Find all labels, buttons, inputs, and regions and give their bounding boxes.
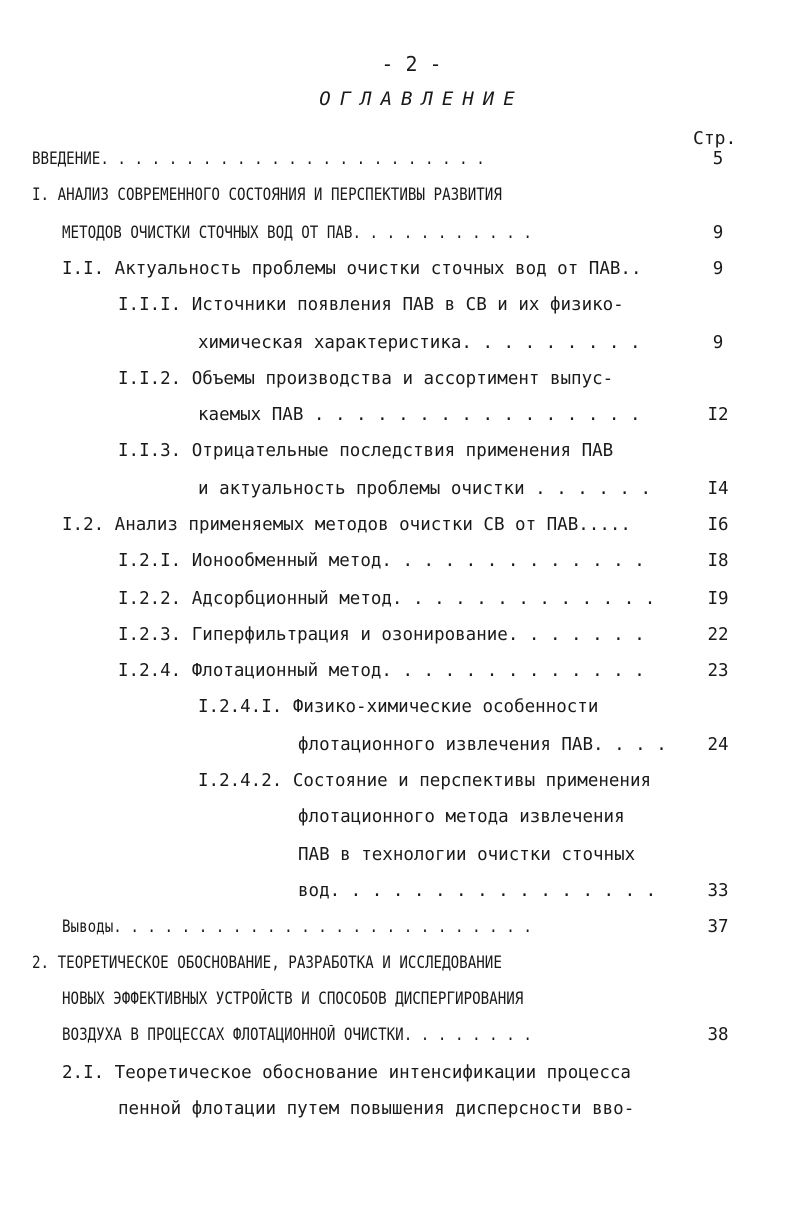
toc-entry	[0, 330, 797, 356]
toc-entry-text: Выводы. . . . . . . . . . . . . . . . . . . . . . . . .	[62, 917, 532, 936]
toc-entry-text: I.2.4. Флотационный метод. . . . . . . . . . . . .	[118, 661, 645, 681]
toc-entry-page: 38	[707, 1025, 729, 1045]
toc-entry	[0, 768, 797, 794]
toc-entry-page: I4	[707, 479, 729, 499]
toc-entry	[0, 842, 797, 868]
toc-entry-page: 24	[707, 735, 729, 755]
toc-entry	[0, 986, 797, 1012]
toc-entry-page: 23	[707, 661, 729, 681]
toc-entry-text: I.I. Актуальность проблемы очистки сточных вод от ПАВ..	[62, 259, 642, 279]
toc-entry	[0, 914, 797, 940]
toc-entry	[0, 586, 797, 612]
toc-entry-page: 9	[712, 259, 724, 279]
toc-entry	[0, 438, 797, 464]
toc-entry-text: пенной флотации путем повышения дисперсности вво-	[118, 1099, 635, 1119]
toc-entry	[0, 694, 797, 720]
toc-entry	[0, 658, 797, 684]
toc-entry-text: вод. . . . . . . . . . . . . . . .	[298, 881, 657, 901]
toc-entry-page: 37	[707, 917, 729, 937]
toc-entry-text: флотационного извлечения ПАВ. . . .	[298, 735, 667, 755]
page-title: ОГЛАВЛЕНИЕ	[319, 88, 524, 110]
toc-entry-text: флотационного метода извлечения	[298, 807, 625, 827]
toc-entry-page: 33	[707, 881, 729, 901]
toc-entry-text: I.2.4.2. Состояние и перспективы применения	[198, 771, 652, 791]
toc-entry	[0, 512, 797, 538]
toc-entry-text: химическая характеристика. . . . . . . . .	[198, 333, 641, 353]
toc-entry-page: I2	[707, 405, 729, 425]
toc-entry	[0, 476, 797, 502]
toc-entry-text: I.2.4.I. Физико-химические особенности	[198, 697, 599, 717]
toc-entry	[0, 548, 797, 574]
toc-entry-text: I. АНАЛИЗ СОВРЕМЕННОГО СОСТОЯНИЯ И ПЕРСПЕКТИВЫ РАЗВИТИЯ	[32, 185, 502, 204]
toc-entry	[0, 182, 797, 208]
toc-entry-page: 9	[712, 333, 724, 353]
toc-entry-text: I.I.3. Отрицательные последствия применения ПАВ	[118, 441, 614, 461]
toc-entry	[0, 732, 797, 758]
toc-entry-text: I.I.2. Объемы производства и ассортимент выпус-	[118, 369, 614, 389]
toc-entry	[0, 1096, 797, 1122]
toc-entry	[0, 146, 797, 172]
toc-entry-page: 22	[707, 625, 729, 645]
toc-entry-page: I6	[707, 515, 729, 535]
toc-entry-text: НОВЫХ ЭФФЕКТИВНЫХ УСТРОЙСТВ И СПОСОБОВ ДИСПЕРГИРОВАНИЯ	[62, 989, 524, 1008]
toc-entry	[0, 292, 797, 318]
toc-entry-text: 2.I. Теоретическое обоснование интенсификации процесса	[62, 1063, 631, 1083]
toc-entry-text: МЕТОДОВ ОЧИСТКИ СТОЧНЫХ ВОД ОТ ПАВ. . . . . . . . . . .	[62, 223, 532, 242]
toc-entry-text: ВВЕДЕНИЕ. . . . . . . . . . . . . . . . . . . . . . .	[32, 149, 485, 168]
toc-entry-text: I.2.I. Ионообменный метод. . . . . . . . . . . . .	[118, 551, 645, 571]
toc-entry	[0, 402, 797, 428]
page-column-label: Стр.	[693, 128, 737, 149]
toc-entry	[0, 366, 797, 392]
toc-entry-page: 5	[712, 149, 724, 169]
page-number: - 2 -	[381, 52, 442, 76]
toc-entry-text: ВОЗДУХА В ПРОЦЕССАХ ФЛОТАЦИОННОЙ ОЧИСТКИ. . . . . . . .	[62, 1025, 532, 1044]
toc-entry	[0, 256, 797, 282]
toc-entry-page: I9	[707, 589, 729, 609]
toc-entry-page: 9	[712, 223, 724, 243]
toc-entry	[0, 804, 797, 830]
toc-entry-text: I.2. Анализ применяемых методов очистки СВ от ПАВ.....	[62, 515, 631, 535]
toc-entry	[0, 1022, 797, 1048]
toc-entry	[0, 622, 797, 648]
toc-entry	[0, 1060, 797, 1086]
toc-entry-text: I.2.3. Гиперфильтрация и озонирование. . . . . . .	[118, 625, 645, 645]
toc-entry-text: I.2.2. Адсорбционный метод. . . . . . . . . . . . .	[118, 589, 656, 609]
toc-entry	[0, 878, 797, 904]
toc-entry-text: каемых ПАВ . . . . . . . . . . . . . . . .	[198, 405, 641, 425]
toc-entry-text: и актуальность проблемы очистки . . . . . .	[198, 479, 652, 499]
toc-entry-text: 2. ТЕОРЕТИЧЕСКОЕ ОБОСНОВАНИЕ, РАЗРАБОТКА И ИССЛЕДОВАНИЕ	[32, 953, 502, 972]
toc-entry-text: I.I.I. Источники появления ПАВ в СВ и их физико-	[118, 295, 624, 315]
toc-entry-page: I8	[707, 551, 729, 571]
toc-entry	[0, 220, 797, 246]
toc-entry-text: ПАВ в технологии очистки сточных	[298, 845, 636, 865]
toc-entry	[0, 950, 797, 976]
